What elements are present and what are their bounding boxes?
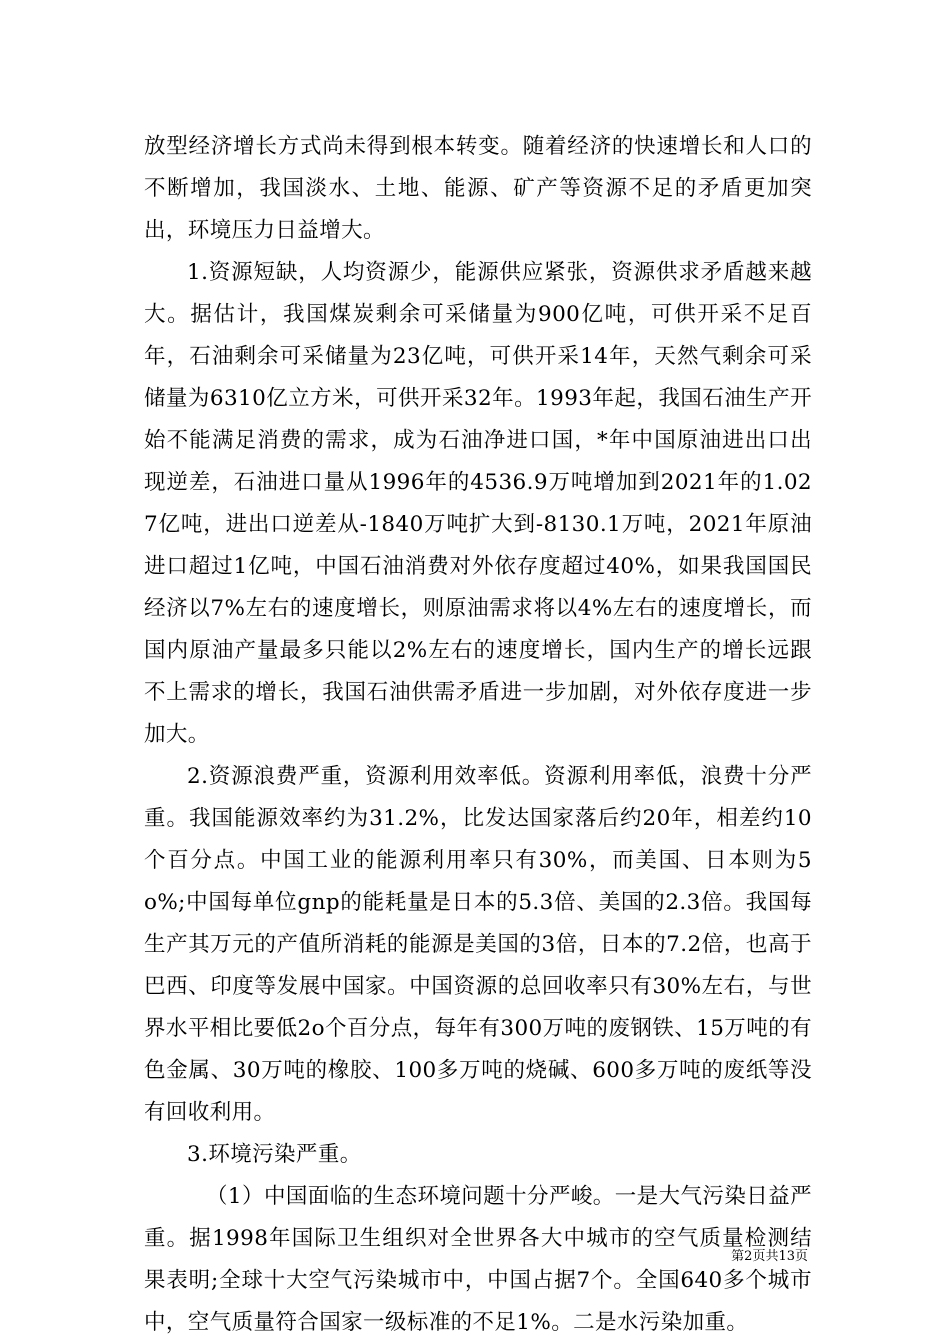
paragraph-resource-shortage: 1.资源短缺，人均资源少，能源供应紧张，资源供求矛盾越来越大。据估计，我国煤炭剩余可采储量为900亿吨，可供开采不足百年，石油剩余可采储量为23亿吨，可供开采14年，天然气剩余可采储量为6310亿立方米，可供开采32年。1993年起，我国石油生产开始不能满足消费的需求，成为石油净进口国，*年中国原油进出口出现逆差，石油进口量从1996年的4536.9万吨增加到2021年的1.027亿吨，进出口逆差从-1840万吨扩大到-8130.1万吨，2021年原油进口超过1亿吨，中国石油消费对外依存度超过40%，如果我国国民经济以7%左右的速度增长，则原油需求将以4%左右的速度增长，而国内原油产量最多只能以2%左右的速度增长，国内生产的增长远跟不上需求的增长，我国石油供需矛盾进一步加剧，对外依存度进一步加大。 bbox=[144, 260, 812, 747]
paragraph-continuation: 放型经济增长方式尚未得到根本转变。随着经济的快速增长和人口的不断增加，我国淡水、土地、能源、矿产等资源不足的矛盾更加突出，环境压力日益增大。 bbox=[144, 134, 812, 243]
page-number-footer: 第2页共13页 bbox=[731, 1249, 808, 1264]
body-text bbox=[144, 126, 812, 1344]
paragraph-eco-environment: （1）中国面临的生态环境问题十分严峻。一是大气污染日益严重。据1998年国际卫生组织对全世界各大中城市的空气质量检测结果表明;全球十大空气污染城市中，中国占据7个。全国640多个城市中，空气质量符合国家一级标准的不足1%。二是水污染加重。 bbox=[144, 1184, 812, 1335]
paragraph-pollution-heading: 3.环境污染严重。 bbox=[187, 1142, 362, 1167]
paragraph-resource-waste: 2.资源浪费严重，资源利用效率低。资源利用率低，浪费十分严重。我国能源效率约为31.2%，比发达国家落后约20年，相差约10个百分点。中国工业的能源利用率只有30%，而美国、日本则为5o%;中国每单位gnp的能耗量是日本的5.3倍、美国的2.3倍。我国每生产其万元的产值所消耗的能源是美国的3倍，日本的7.2倍，也高于巴西、印度等发展中国家。中国资源的总回收率只有30%左右，与世界水平相比要低2o个百分点，每年有300万吨的废钢铁、15万吨的有色金属、30万吨的橡胶、100多万吨的烧碱、600多万吨的废纸等没有回收利用。 bbox=[144, 764, 812, 1125]
